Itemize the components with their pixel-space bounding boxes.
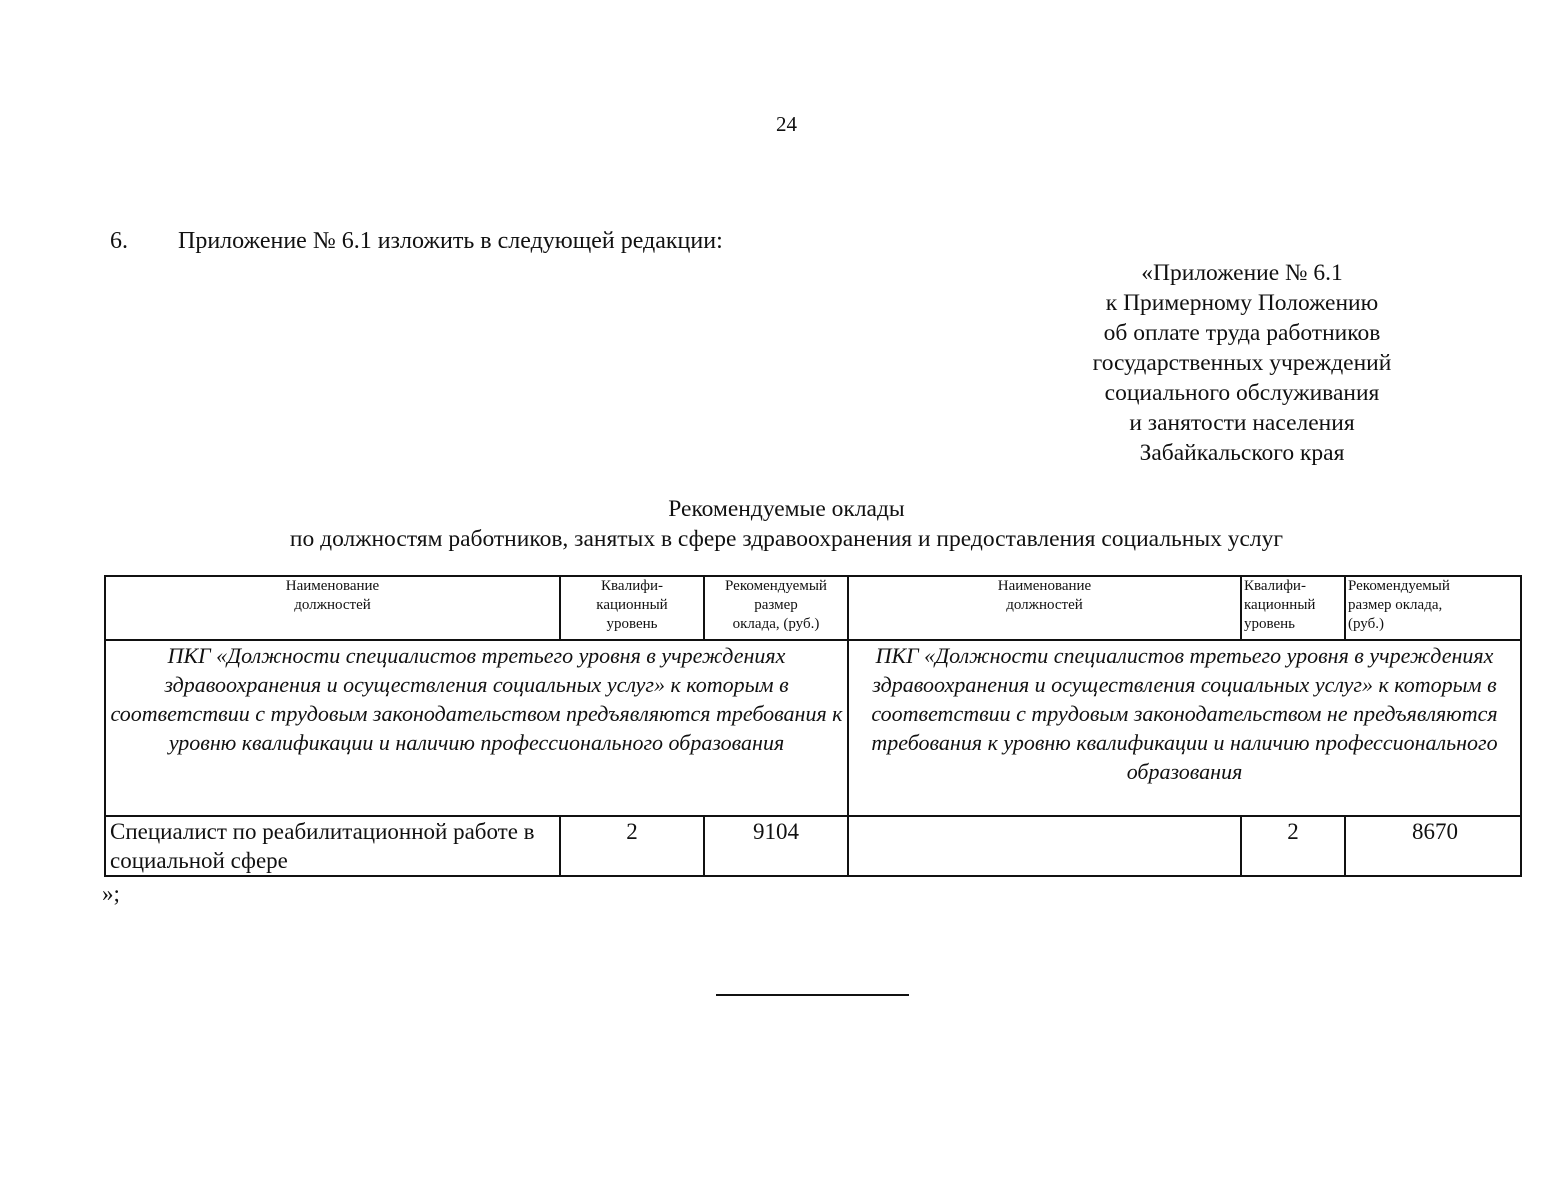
header-text: кационный [1244, 597, 1316, 613]
appendix-line: социального обслуживания [1104, 380, 1380, 406]
cell-position-name-right [848, 816, 1241, 876]
header-text: должностей [1006, 597, 1083, 613]
appendix-line: государственных учреждений [1092, 350, 1392, 376]
page-number: 24 [776, 112, 797, 136]
header-text: Рекомендуемый [1348, 578, 1450, 594]
header-position-name-right [848, 576, 1241, 640]
cell-qualification-level-left: 2 [560, 816, 704, 876]
header-text: кационный [596, 597, 668, 613]
appendix-line: и занятости населения [1129, 410, 1355, 436]
salary-table [104, 575, 1522, 877]
closing-quote: »; [102, 881, 120, 906]
appendix-header [1060, 258, 1424, 468]
table-title-line-1: Рекомендуемые оклады [668, 496, 905, 522]
pkg-group-left: ПКГ «Должности специалистов третьего уровня в учреждениях здравоохранения и осуществления социальных услуг» к которым в соответствии с трудовым законодательством предъявляются требования к уровню квалификации и наличию профессионального образования [105, 640, 848, 816]
header-salary-right [1345, 576, 1521, 640]
header-text: оклада, (руб.) [732, 616, 820, 632]
appendix-line: к Примерному Положению [1105, 290, 1379, 316]
appendix-line: об оплате труда работников [1103, 320, 1381, 346]
pkg-group-row [105, 640, 1521, 816]
header-text: Квалифи- [1244, 578, 1306, 594]
header-text: уровень [606, 616, 658, 632]
header-qualification-level-left [560, 576, 704, 640]
header-text: Наименование [997, 578, 1092, 594]
pkg-group-right: ПКГ «Должности специалистов третьего уровня в учреждениях здравоохранения и осуществления социальных услуг» к которым в соответствии с трудовым законодательством не предъявляются требования к уровню квалификации и наличию профессионального образования [848, 640, 1521, 816]
cell-qualification-level-right: 2 [1241, 816, 1345, 876]
header-text: размер [754, 597, 798, 613]
cell-salary-right: 8670 [1345, 816, 1521, 876]
amendment-item [110, 228, 723, 255]
header-text: размер оклада, [1348, 597, 1443, 613]
end-rule [716, 994, 909, 996]
header-salary-left [704, 576, 848, 640]
item-number: 6. [110, 228, 128, 254]
table-row [105, 816, 1521, 876]
header-text: Рекомендуемый [725, 578, 827, 594]
cell-salary-left: 9104 [704, 816, 848, 876]
appendix-line: «Приложение № 6.1 [1141, 260, 1343, 286]
header-text: должностей [294, 597, 371, 613]
header-text: (руб.) [1348, 616, 1384, 632]
item-text: Приложение № 6.1 изложить в следующей редакции: [178, 228, 723, 254]
header-text: Квалифи- [601, 578, 663, 594]
cell-position-name-left: Специалист по реабилитационной работе в социальной сфере [105, 816, 560, 876]
table-header-row [105, 576, 1521, 640]
header-position-name-left [105, 576, 560, 640]
header-qualification-level-right [1241, 576, 1345, 640]
table-title [0, 494, 1553, 554]
table-title-line-2: по должностям работников, занятых в сфере здравоохранения и предоставления социальных услуг [289, 526, 1284, 552]
header-text: Наименование [285, 578, 380, 594]
header-text: уровень [1244, 616, 1296, 632]
appendix-line: Забайкальского края [1139, 440, 1345, 466]
